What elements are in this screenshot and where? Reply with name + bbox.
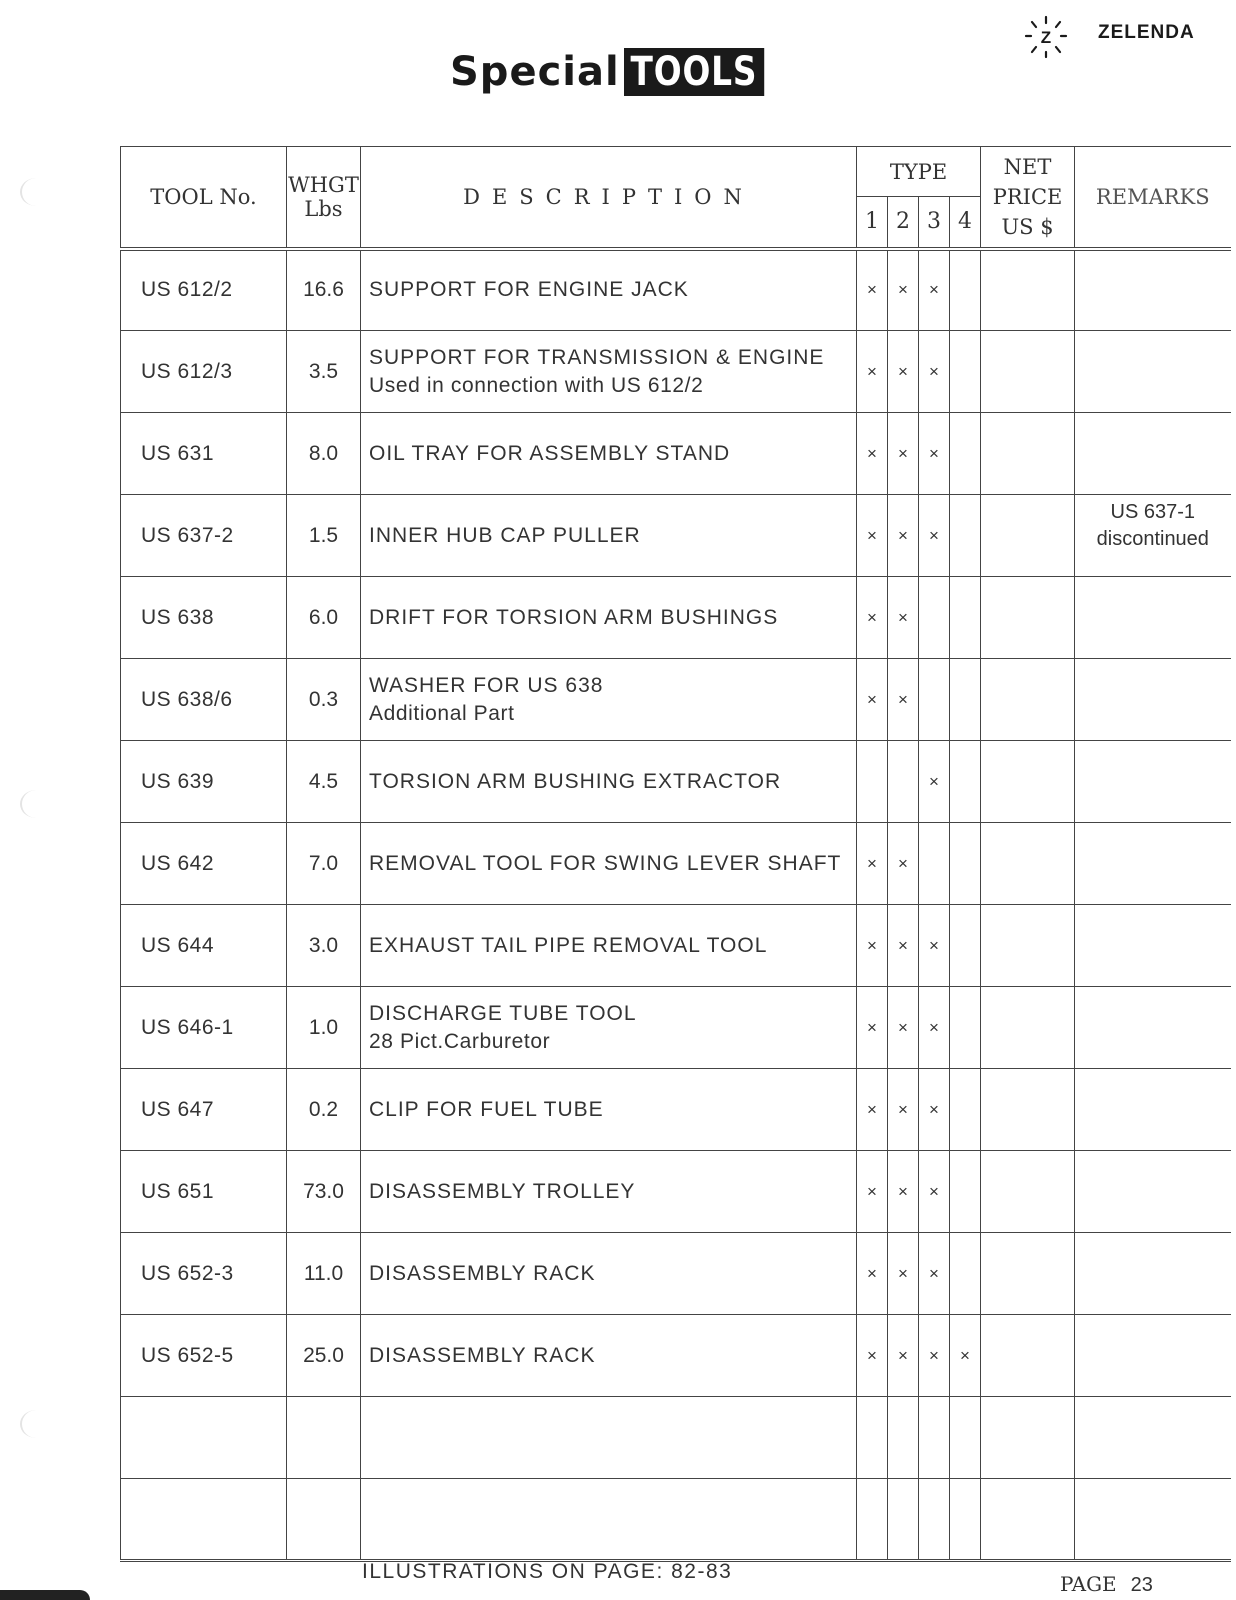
header-weight-line2: Lbs	[304, 196, 343, 221]
description-main: SUPPORT FOR TRANSMISSION & ENGINE	[369, 345, 825, 369]
zelenda-logo-icon	[1022, 14, 1070, 62]
blank-cell	[950, 1397, 981, 1479]
description-main: SUPPORT FOR ENGINE JACK	[369, 278, 689, 302]
brand-name: ZELENDA	[1098, 22, 1195, 43]
remarks	[1075, 987, 1231, 1069]
table-row	[121, 905, 1231, 987]
type-3-mark: ×	[919, 1151, 950, 1233]
type-1-mark: ×	[857, 331, 888, 413]
header-type: TYPE	[857, 147, 981, 197]
tool-weight: 1.5	[287, 495, 361, 577]
net-price	[981, 413, 1075, 495]
remarks	[1075, 1069, 1231, 1151]
description-main: DISASSEMBLY RACK	[369, 1261, 596, 1285]
type-3-mark: ×	[919, 495, 950, 577]
type-2-mark: ×	[888, 1233, 919, 1315]
description-main: DISASSEMBLY RACK	[369, 1343, 596, 1367]
type-2-mark: ×	[888, 495, 919, 577]
tool-number: US 651	[121, 1151, 287, 1233]
binder-hole	[20, 178, 52, 206]
tool-weight: 25.0	[287, 1315, 361, 1397]
type-4-mark	[950, 495, 981, 577]
remarks	[1075, 577, 1231, 659]
header-type-3: 3	[919, 197, 950, 249]
blank-cell	[981, 1397, 1075, 1479]
header-price-line2: PRICE	[992, 184, 1063, 209]
description-main: EXHAUST TAIL PIPE REMOVAL TOOL	[369, 933, 768, 957]
tool-number: US 646-1	[121, 987, 287, 1069]
net-price	[981, 659, 1075, 741]
remarks	[1075, 249, 1231, 331]
description-main: DISASSEMBLY TROLLEY	[369, 1179, 636, 1203]
table-row	[121, 331, 1231, 413]
net-price	[981, 577, 1075, 659]
blank-cell	[1075, 1397, 1231, 1479]
type-2-mark: ×	[888, 1069, 919, 1151]
blank-cell	[121, 1479, 287, 1561]
type-4-mark: ×	[950, 1315, 981, 1397]
type-1-mark: ×	[857, 659, 888, 741]
type-4-mark	[950, 1233, 981, 1315]
type-1-mark: ×	[857, 823, 888, 905]
table-row	[121, 413, 1231, 495]
tool-weight: 3.0	[287, 905, 361, 987]
scan-edge-mark	[0, 1590, 90, 1600]
net-price	[981, 905, 1075, 987]
page-number	[1060, 1572, 1153, 1597]
type-2-mark: ×	[888, 249, 919, 331]
type-4-mark	[950, 1151, 981, 1233]
header-weight-line1: WHGT	[288, 172, 359, 197]
table-row	[121, 1233, 1231, 1315]
tool-weight: 8.0	[287, 413, 361, 495]
tool-weight: 0.2	[287, 1069, 361, 1151]
tools-table	[120, 146, 1231, 1562]
blank-cell	[888, 1397, 919, 1479]
blank-cell	[950, 1479, 981, 1561]
tool-description	[361, 741, 857, 823]
net-price	[981, 249, 1075, 331]
header-remarks: REMARKS	[1075, 147, 1231, 249]
remarks: US 637-1 discontinued	[1075, 495, 1231, 577]
description-main: DRIFT FOR TORSION ARM BUSHINGS	[369, 605, 779, 629]
tool-description	[361, 823, 857, 905]
header-price-line3: US $	[1001, 214, 1054, 239]
blank-cell	[287, 1397, 361, 1479]
tool-description	[361, 987, 857, 1069]
tool-description	[361, 1233, 857, 1315]
type-4-mark	[950, 413, 981, 495]
tool-number: US 639	[121, 741, 287, 823]
description-main: WASHER FOR US 638	[369, 673, 604, 697]
tool-number: US 638/6	[121, 659, 287, 741]
type-3-mark: ×	[919, 331, 950, 413]
tools-table-body	[121, 249, 1231, 1561]
type-1-mark: ×	[857, 1233, 888, 1315]
table-row	[121, 1151, 1231, 1233]
tool-description	[361, 577, 857, 659]
type-2-mark: ×	[888, 1151, 919, 1233]
type-4-mark	[950, 1069, 981, 1151]
tool-number: US 647	[121, 1069, 287, 1151]
type-2-mark: ×	[888, 659, 919, 741]
type-3-mark	[919, 659, 950, 741]
net-price	[981, 1151, 1075, 1233]
remarks	[1075, 823, 1231, 905]
remarks	[1075, 413, 1231, 495]
table-row	[121, 659, 1231, 741]
tool-description	[361, 495, 857, 577]
blank-cell	[1075, 1479, 1231, 1561]
description-main: REMOVAL TOOL FOR SWING LEVER SHAFT	[369, 851, 842, 875]
type-4-mark	[950, 987, 981, 1069]
type-2-mark: ×	[888, 823, 919, 905]
svg-text:Z: Z	[1040, 28, 1052, 47]
description-main: OIL TRAY FOR ASSEMBLY STAND	[369, 441, 731, 465]
remarks	[1075, 331, 1231, 413]
header-tool-no: TOOL No.	[121, 147, 287, 249]
table-row	[121, 987, 1231, 1069]
type-4-mark	[950, 659, 981, 741]
tool-number: US 644	[121, 905, 287, 987]
net-price	[981, 1315, 1075, 1397]
type-1-mark: ×	[857, 495, 888, 577]
tool-number: US 637-2	[121, 495, 287, 577]
page-label: PAGE	[1060, 1572, 1117, 1596]
description-main: TORSION ARM BUSHING EXTRACTOR	[369, 769, 782, 793]
net-price	[981, 741, 1075, 823]
description-note: Used in connection with US 612/2	[369, 373, 704, 397]
tool-number: US 612/3	[121, 331, 287, 413]
blank-cell	[287, 1479, 361, 1561]
illustrations-note: ILLUSTRATIONS ON PAGE: 82-83	[362, 1560, 733, 1583]
tool-weight: 0.3	[287, 659, 361, 741]
type-4-mark	[950, 905, 981, 987]
blank-row	[121, 1479, 1231, 1561]
type-3-mark: ×	[919, 987, 950, 1069]
description-main: INNER HUB CAP PULLER	[369, 523, 641, 547]
tool-weight: 73.0	[287, 1151, 361, 1233]
header-net-price	[981, 147, 1075, 249]
type-3-mark: ×	[919, 1069, 950, 1151]
type-3-mark: ×	[919, 413, 950, 495]
type-2-mark: ×	[888, 1315, 919, 1397]
blank-cell	[888, 1479, 919, 1561]
type-2-mark: ×	[888, 987, 919, 1069]
tools-table-container	[120, 146, 1230, 1556]
header-price-line1: NET	[1003, 154, 1052, 179]
type-1-mark: ×	[857, 413, 888, 495]
type-2-mark: ×	[888, 577, 919, 659]
type-3-mark: ×	[919, 1233, 950, 1315]
tool-description	[361, 905, 857, 987]
tool-weight: 3.5	[287, 331, 361, 413]
tool-description	[361, 1069, 857, 1151]
header-weight	[287, 147, 361, 249]
tool-description	[361, 1151, 857, 1233]
table-row	[121, 1069, 1231, 1151]
type-2-mark: ×	[888, 413, 919, 495]
table-row	[121, 823, 1231, 905]
description-note: Additional Part	[369, 701, 515, 725]
tool-number: US 638	[121, 577, 287, 659]
type-4-mark	[950, 577, 981, 659]
blank-cell	[919, 1479, 950, 1561]
title-tools: TOOLS	[624, 48, 764, 96]
type-2-mark	[888, 741, 919, 823]
net-price	[981, 1233, 1075, 1315]
blank-cell	[361, 1479, 857, 1561]
remarks	[1075, 1233, 1231, 1315]
tool-weight: 11.0	[287, 1233, 361, 1315]
remarks	[1075, 741, 1231, 823]
blank-cell	[361, 1397, 857, 1479]
tool-description	[361, 1315, 857, 1397]
remarks	[1075, 905, 1231, 987]
tool-description	[361, 249, 857, 331]
type-1-mark: ×	[857, 905, 888, 987]
page-title	[450, 48, 794, 96]
type-4-mark	[950, 249, 981, 331]
net-price	[981, 495, 1075, 577]
header-type-1: 1	[857, 197, 888, 249]
tool-description	[361, 331, 857, 413]
blank-cell	[857, 1479, 888, 1561]
header-type-4: 4	[950, 197, 981, 249]
tool-weight: 6.0	[287, 577, 361, 659]
table-row	[121, 741, 1231, 823]
type-1-mark: ×	[857, 987, 888, 1069]
remarks	[1075, 1315, 1231, 1397]
table-row	[121, 577, 1231, 659]
description-note: 28 Pict.Carburetor	[369, 1029, 551, 1053]
type-3-mark: ×	[919, 249, 950, 331]
type-4-mark	[950, 823, 981, 905]
tool-number: US 642	[121, 823, 287, 905]
net-price	[981, 331, 1075, 413]
type-3-mark: ×	[919, 905, 950, 987]
blank-cell	[857, 1397, 888, 1479]
type-1-mark: ×	[857, 1151, 888, 1233]
net-price	[981, 1069, 1075, 1151]
tool-weight: 7.0	[287, 823, 361, 905]
blank-cell	[981, 1479, 1075, 1561]
tool-number: US 612/2	[121, 249, 287, 331]
tool-description	[361, 413, 857, 495]
description-main: DISCHARGE TUBE TOOL	[369, 1001, 637, 1025]
type-1-mark: ×	[857, 1069, 888, 1151]
blank-row	[121, 1397, 1231, 1479]
tool-weight: 4.5	[287, 741, 361, 823]
title-special: Special	[450, 49, 620, 95]
type-1-mark: ×	[857, 249, 888, 331]
blank-cell	[121, 1397, 287, 1479]
header-description: DESCRIPTION	[361, 147, 857, 249]
table-row	[121, 1315, 1231, 1397]
table-row	[121, 495, 1231, 577]
type-2-mark: ×	[888, 905, 919, 987]
tool-number: US 652-5	[121, 1315, 287, 1397]
type-1-mark: ×	[857, 577, 888, 659]
type-1-mark	[857, 741, 888, 823]
table-row	[121, 249, 1231, 331]
description-main: CLIP FOR FUEL TUBE	[369, 1097, 604, 1121]
type-1-mark: ×	[857, 1315, 888, 1397]
blank-cell	[919, 1397, 950, 1479]
binder-hole	[20, 1410, 52, 1438]
net-price	[981, 987, 1075, 1069]
header-type-2: 2	[888, 197, 919, 249]
remarks	[1075, 659, 1231, 741]
tool-number: US 652-3	[121, 1233, 287, 1315]
tool-weight: 1.0	[287, 987, 361, 1069]
tool-number: US 631	[121, 413, 287, 495]
binder-hole	[20, 790, 52, 818]
type-3-mark	[919, 577, 950, 659]
remarks	[1075, 1151, 1231, 1233]
net-price	[981, 823, 1075, 905]
tool-description	[361, 659, 857, 741]
type-3-mark: ×	[919, 741, 950, 823]
type-3-mark	[919, 823, 950, 905]
type-4-mark	[950, 331, 981, 413]
tool-weight: 16.6	[287, 249, 361, 331]
type-2-mark: ×	[888, 331, 919, 413]
page-number-value: 23	[1130, 1574, 1153, 1596]
type-3-mark: ×	[919, 1315, 950, 1397]
type-4-mark	[950, 741, 981, 823]
